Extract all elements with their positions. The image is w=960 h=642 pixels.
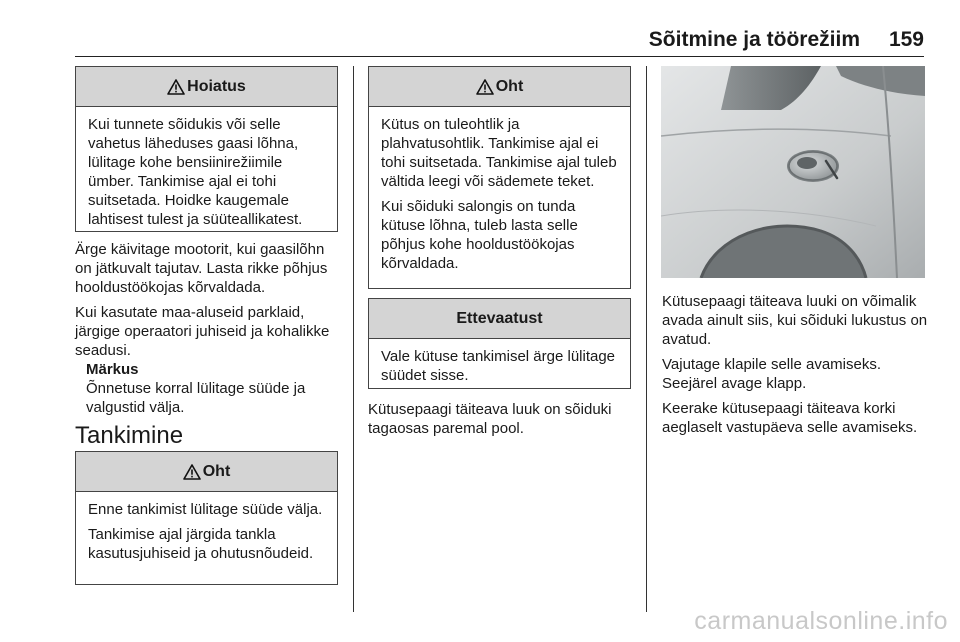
danger-box-body — [369, 107, 630, 283]
page-number: 159 — [888, 28, 924, 51]
warning-triangle-icon — [167, 79, 185, 95]
note-text: Õnnetuse korral lülitage süüde ja valgustid välja. — [86, 380, 306, 416]
danger-box-fuel — [368, 66, 631, 289]
paragraph: Kui kasutate maa-aluseid parklaid, järgige operaatori juhiseid ja kohalikke seadusi. — [75, 304, 330, 359]
paragraph: Vajutage klapile selle avamiseks. Seejärel avage klapp. — [662, 356, 882, 392]
paragraph: Ärge käivitage mootorit, kui gaasilõhn on jätkuvalt tajutav. Lasta rikke põhjus hooldustöökojas kõrvaldada. — [75, 241, 328, 296]
watermark: carmanualsonline.info — [694, 607, 948, 635]
danger-box-text: Kütus on tuleohtlik ja plahvatusohtlik. Tankimise ajal ei tohi suitsetada. Tankimise ajal tuleb vältida leegi või sädemete teket. — [381, 116, 617, 190]
column-divider-1 — [353, 66, 354, 612]
danger-box-header — [369, 67, 630, 107]
danger-box-body — [76, 492, 337, 573]
note — [86, 360, 336, 417]
section-title: Tankimine — [75, 422, 184, 449]
col2-paragraph: Kütusepaagi täiteava luuk on sõiduki tagaosas paremal pool. — [368, 401, 612, 437]
danger-box-title: Oht — [202, 462, 231, 480]
danger-box-header — [76, 452, 337, 492]
warning-triangle-icon — [476, 79, 494, 95]
warning-box-title: Hoiatus — [187, 77, 246, 95]
paragraph: Keerake kütusepaagi täiteava korki aeglaselt vastupäeva selle avamiseks. — [662, 400, 918, 436]
caution-box-text: Vale kütuse tankimisel ärge lülitage süüdet sisse. — [381, 348, 616, 384]
danger-box-refueling — [75, 451, 338, 585]
caution-box-body — [369, 339, 630, 395]
column-divider-2 — [646, 66, 647, 612]
header-divider — [75, 56, 924, 57]
page-header — [0, 28, 960, 58]
caution-box-header: Ettevaatust — [369, 299, 630, 339]
paragraph: Kütusepaagi täiteava luuki on võimalik avada ainult siis, kui sõiduki lukustus on avatud. — [662, 293, 928, 348]
page-title: Sõitmine ja töörežiim — [648, 28, 860, 51]
warning-triangle-icon — [183, 464, 201, 480]
col3-paragraphs — [662, 292, 932, 437]
warning-box-header — [76, 67, 337, 107]
fuel-filler-flap-illustration — [661, 66, 925, 278]
warning-box-body — [76, 107, 337, 239]
warning-box-text: Kui tunnete sõidukis või selle vahetus läheduses gaasi lõhna, lülitage kohe bensiinirežiimile ümber. Tankimise ajal ei tohi suitsetada. Hoidke kaugemale lahtisest tulest ja süüteallikatest. — [88, 116, 303, 228]
warning-box — [75, 66, 338, 232]
danger-box-text: Enne tankimist lülitage süüde välja. — [88, 501, 323, 518]
col1-paragraphs — [75, 240, 345, 360]
caution-box — [368, 298, 631, 389]
danger-box-text: Tankimise ajal järgida tankla kasutusjuhiseid ja ohutusnõudeid. — [88, 526, 314, 562]
danger-box-title: Oht — [495, 77, 524, 95]
note-title: Märkus — [86, 361, 139, 378]
danger-box-text: Kui sõiduki salongis on tunda kütuse lõhna, tuleb lasta selle põhjus kohe hooldustöökojas kõrvaldada. — [381, 198, 578, 272]
